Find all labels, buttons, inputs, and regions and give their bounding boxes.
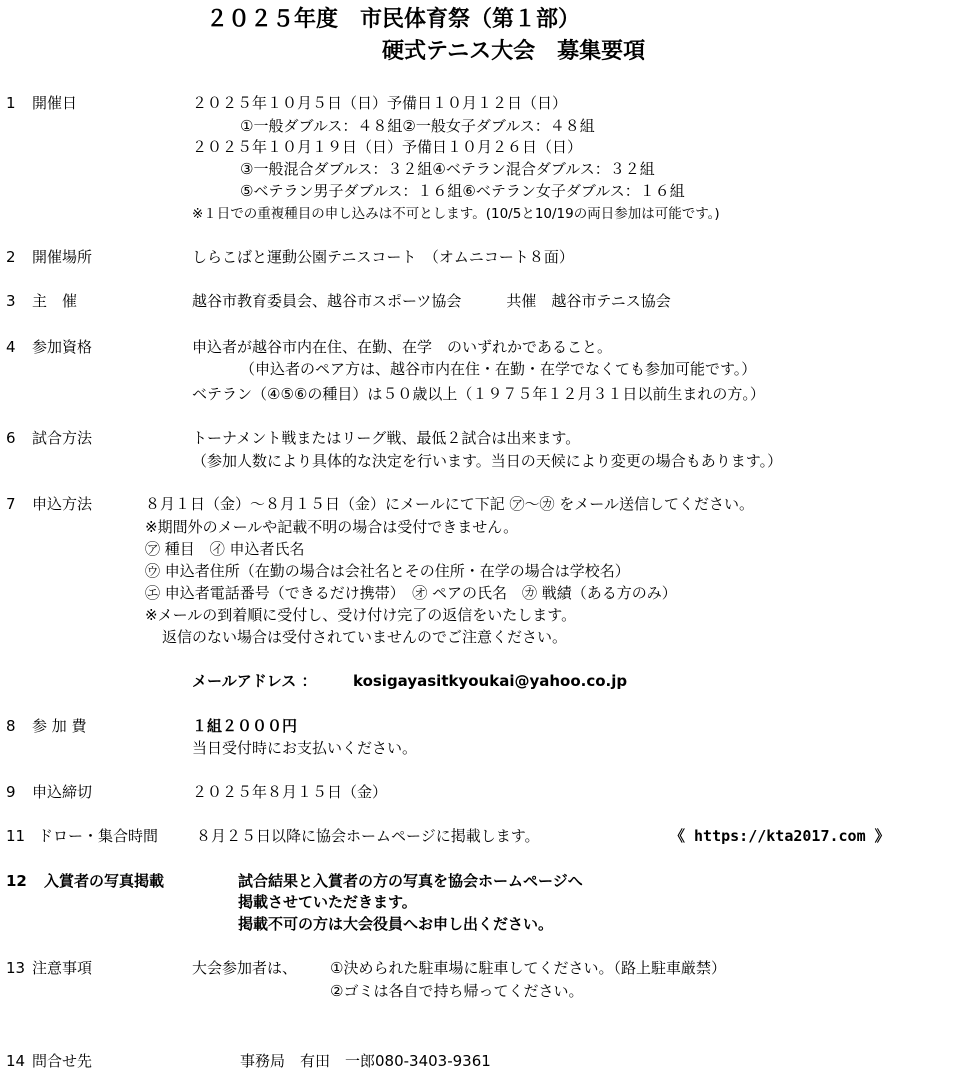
application-note: ※メールの到着順に受付し、受け付け完了の返信をいたします。 [145, 606, 577, 624]
section-label: 参 加 費 [32, 717, 87, 735]
event-date-1: ２０２５年１０月５日（日）予備日１０月１２日（日） [192, 94, 568, 112]
section-number: 8 [6, 717, 16, 735]
section-number: 13 [6, 959, 26, 977]
email-label: メールアドレス ： [192, 672, 317, 690]
notice-parking: ①決められた駐車場に駐車してください。（路上駐車厳禁） [330, 959, 726, 977]
fee-note: 当日受付時にお支払いください。 [192, 739, 418, 757]
section-label: 参加資格 [32, 338, 93, 356]
page-subtitle: 硬式テニス大会 募集要項 [382, 38, 646, 64]
draw-info: ８月２５日以降に協会ホームページに掲載します。 [196, 827, 540, 845]
photo-notice: 掲載させていただきます。 [238, 893, 417, 911]
section-label: 開催日 [32, 94, 78, 112]
eligibility-veteran: ベテラン（④⑤⑥の種目）は５０歳以上（１９７５年１２月３１日以前生まれの方。） [192, 385, 765, 403]
section-number: 3 [6, 292, 16, 310]
deadline: ２０２５年８月１５日（金） [192, 783, 388, 801]
organizers: 越谷市教育委員会、越谷市スポーツ協会 共催 越谷市テニス協会 [192, 292, 671, 310]
section-number: 2 [6, 248, 16, 266]
note-duplicate: ※１日での重複種目の申し込みは不可とします。(10/5と10/19の両日参加は可能です。) [192, 206, 720, 222]
events-day-2b: ⑤ベテラン男子ダブルス：１６組⑥ベテラン女子ダブルス：１６組 [240, 182, 685, 200]
eligibility-pair: （申込者のペア方は、越谷市内在住・在勤・在学でなくても参加可能です。） [240, 360, 757, 378]
page-title: ２０２５年度 市民体育祭（第１部） [206, 6, 581, 32]
events-day-1: ①一般ダブルス：４８組②一般女子ダブルス：４８組 [240, 117, 595, 135]
section-number: 14 [6, 1052, 26, 1070]
section-number: 7 [6, 495, 16, 513]
application-note: 返信のない場合は受付されていませんのでご注意ください。 [162, 628, 568, 646]
section-label: 入賞者の写真掲載 [44, 872, 165, 890]
section-number: 9 [6, 783, 16, 801]
contact-info: 事務局 有田 一郎080-3403-9361 [240, 1052, 491, 1070]
section-label: 試合方法 [32, 429, 93, 447]
application-item: ㋒ 申込者住所（在勤の場合は会社名とその住所・在学の場合は学校名） [145, 562, 630, 580]
section-number: 12 [6, 872, 27, 890]
section-number: 4 [6, 338, 16, 356]
application-period: ８月１日（金）～８月１５日（金）にメールにて下記 ㋐～㋕ をメール送信してください。 [145, 495, 754, 513]
section-label: 申込方法 [32, 495, 93, 513]
section-number: 6 [6, 429, 16, 447]
eligibility: 申込者が越谷市内在住、在勤、在学 のいずれかであること。 [192, 338, 613, 356]
section-label: 注意事項 [32, 959, 93, 977]
venue: しらこばと運動公園テニスコート （オムニコート８面） [192, 248, 574, 266]
notice-intro: 大会参加者は、 [192, 959, 298, 977]
email-address[interactable]: kosigayasitkyoukai@yahoo.co.jp [353, 672, 628, 690]
application-item: ㋓ 申込者電話番号（できるだけ携帯） ㋔ ペアの氏名 ㋕ 戦績（ある方のみ） [145, 584, 677, 602]
notice-garbage: ②ゴミは各自で持ち帰ってください。 [330, 982, 584, 1000]
match-format: トーナメント戦またはリーグ戦、最低２試合は出来ます。 [192, 429, 581, 447]
application-note: ※期間外のメールや記載不明の場合は受付できません。 [145, 518, 519, 536]
photo-notice: 掲載不可の方は大会役員へお申し出ください。 [238, 915, 554, 933]
section-label: 主 催 [32, 292, 78, 310]
section-number: 1 [6, 94, 16, 112]
photo-notice: 試合結果と入賞者の方の写真を協会ホームページへ [238, 872, 583, 890]
events-day-2a: ③一般混合ダブルス：３２組④ベテラン混合ダブルス：３２組 [240, 160, 655, 178]
event-date-2: ２０２５年１０月１９日（日）予備日１０月２６日（日） [192, 138, 583, 156]
section-label: 申込締切 [32, 783, 93, 801]
section-label: 開催場所 [32, 248, 93, 266]
section-number: 11 [6, 827, 26, 845]
match-format-note: （参加人数により具体的な決定を行います。当日の天候により変更の場合もあります。） [192, 452, 783, 470]
website-link[interactable]: 《 https://kta2017.com 》 [670, 827, 890, 845]
fee-amount: １組２０００円 [192, 717, 298, 735]
section-label: 問合せ先 [32, 1052, 93, 1070]
section-label: ドロー・集合時間 [38, 827, 159, 845]
application-item: ㋐ 種目 ㋑ 申込者氏名 [145, 540, 305, 558]
